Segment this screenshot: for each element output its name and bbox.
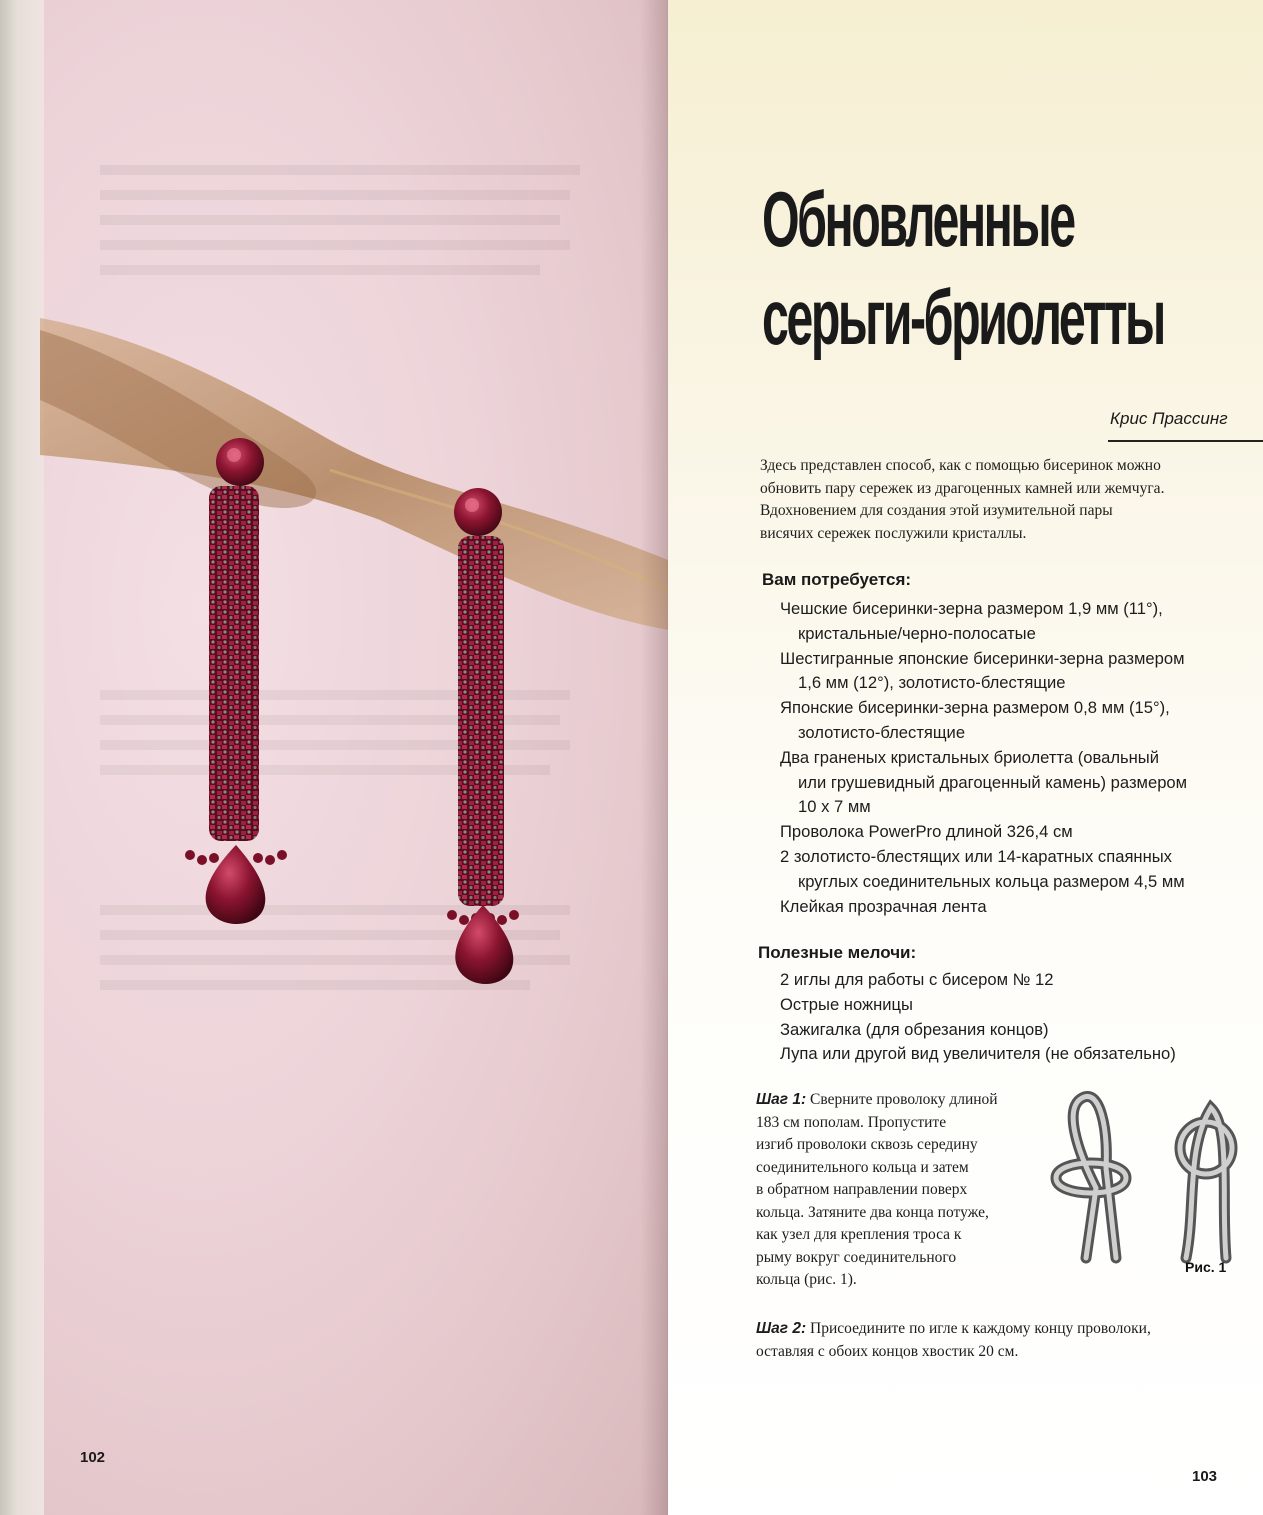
author-underline xyxy=(1108,440,1263,442)
list-item: Чешские бисеринки-зерна размером 1,9 мм (11°), кристальные/черно-полосатые xyxy=(780,599,1163,643)
list-item: 2 иглы для работы с бисером № 12 xyxy=(780,970,1054,989)
intro-line: Здесь представлен способ, как с помощью бисеринок можно xyxy=(760,457,1161,474)
step-2-label: Шаг 2: xyxy=(756,1320,807,1337)
materials-heading: Вам потребуется: xyxy=(762,570,912,589)
list-item: Два граненых кристальных бриолетта (овальный или грушевидный драгоценный камень) размером 10 х 7 мм xyxy=(780,747,1188,817)
tools-heading: Полезные мелочи: xyxy=(758,943,917,962)
list-item: Японские бисеринки-зерна размером 0,8 мм (15°), золотисто-блестящие xyxy=(780,698,1170,742)
list-item: Шестигранные японские бисеринки-зерна размером 1,6 мм (12°), золотисто-блестящие xyxy=(780,648,1185,693)
step-1-label: Шаг 1: xyxy=(756,1091,807,1108)
materials-list xyxy=(780,597,1240,919)
intro-line: обновить пару сережек из драгоценных камней или жемчуга. xyxy=(760,479,1165,497)
author-name: Крис Прассинг xyxy=(1110,409,1228,428)
book-gutter xyxy=(640,0,668,1515)
article-title xyxy=(762,170,1164,366)
page-number-right: 103 xyxy=(1192,1468,1218,1485)
left-earring xyxy=(185,438,287,924)
intro-paragraph xyxy=(760,455,1240,545)
list-item: Лупа или другой вид увеличителя (не обязательно) xyxy=(780,1044,1176,1064)
step-2: Шаг 2: Присоедините по игле к каждому концу проволоки, оставляя с обоих концов хвостик 20 см. xyxy=(756,1320,1151,1360)
figure-caption: Рис. 1 xyxy=(1185,1259,1227,1275)
list-item: Проволока PowerPro длиной 326,4 см xyxy=(780,822,1073,842)
intro-line: висячих сережек послужили кристаллы. xyxy=(760,524,1027,542)
list-item: Зажигалка (для обрезания концов) xyxy=(780,1019,1049,1039)
tools-list xyxy=(780,968,1240,1067)
title-line-2: серьги-бриолетты xyxy=(762,273,1164,361)
step-1: Шаг 1: Сверните проволоку длиной 183 см пополам. Пропустите изгиб проволоки сквозь середину соединительного кольца и затем в обратном направлении поверх кольца. Затяните два конца потуже, как узел для крепления троса к рыму вокруг соединительного кольца (рис. 1). xyxy=(756,1091,998,1288)
intro-line: Вдохновением для создания этой изумительной пары xyxy=(760,502,1113,519)
list-item: 2 золотисто-блестящих или 14-каратных спаянных круглых соединительных кольца размером 4,5 мм xyxy=(780,846,1185,891)
title-line-1: Обновленные xyxy=(762,175,1074,263)
list-item: Острые ножницы xyxy=(780,994,913,1014)
right-page xyxy=(668,0,1263,1515)
knot-figure xyxy=(1046,1088,1246,1268)
page-number-left: 102 xyxy=(80,1449,106,1466)
list-item: Клейкая прозрачная лента xyxy=(780,896,987,916)
